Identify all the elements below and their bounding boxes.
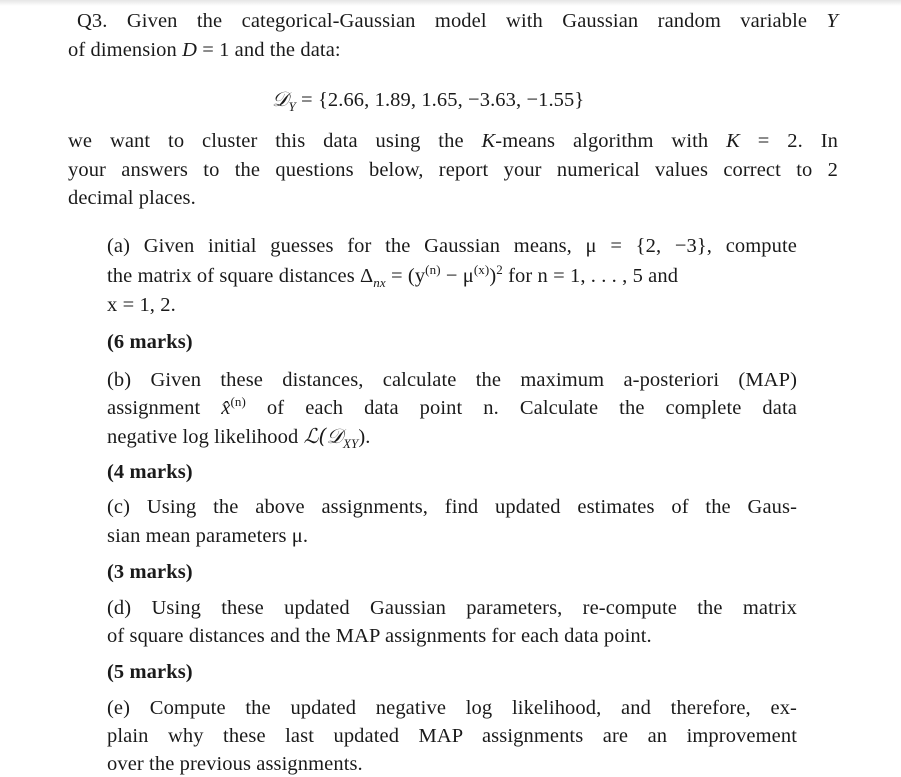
dataset-equation: 𝒟$_Y$ = {2.66, 1.89, 1.65, −3.63, −1.55} [272, 87, 585, 115]
part-a-label: (a) [107, 235, 131, 257]
part-b-label: (b) [107, 369, 132, 391]
part-a-line-2: the matrix of square distances $\Delta_{nx} = (y^{(n)} - \mu^{(x)})^2$ for n = 1, . . . , 5 and [107, 262, 679, 291]
part-d-line-1: (d) Using these updated Gaussian parameters, re-compute the matrix [107, 597, 797, 619]
part-a-marks: (6 marks) [107, 331, 193, 353]
paragraph-line-1: we want to cluster this data using the K-means algorithm with K = 2. In [68, 130, 838, 152]
part-e-line-3: over the previous assignments. [107, 753, 363, 775]
part-b-line-2: assignment x̂$^{(n)}$ of each data point n. Calculate the complete data [107, 394, 797, 419]
part-c-line-2: sian mean parameters μ. [107, 525, 309, 547]
part-d-marks: (5 marks) [107, 661, 193, 683]
question-intro-line-2: of dimension D = 1 and the data: [68, 39, 341, 61]
paragraph-line-3: decimal places. [68, 187, 196, 209]
part-d-label: (d) [107, 597, 132, 619]
question-number: Q3. [77, 10, 108, 32]
question-intro-line-1: Q3. Given the categorical-Gaussian model with Gaussian random variable Y [77, 10, 838, 32]
part-d-line-2: of square distances and the MAP assignments for each data point. [107, 625, 652, 647]
part-b-line-1: (b) Given these distances, calculate the maximum a-posteriori (MAP) [107, 369, 797, 391]
part-c-label: (c) [107, 496, 131, 518]
part-b-line-3: negative log likelihood ℒ(𝒟$_{XY}$). [107, 424, 371, 452]
part-a-line-3: x = 1, 2. [107, 294, 176, 316]
dataset-values: {2.66, 1.89, 1.65, −3.63, −1.55} [317, 89, 585, 111]
part-b-marks: (4 marks) [107, 461, 193, 483]
top-shadow [0, 0, 901, 6]
part-e-line-2: plain why these last updated MAP assignments are an improvement [107, 725, 797, 747]
part-e-label: (e) [107, 697, 131, 719]
part-e-line-1: (e) Compute the updated negative log likelihood, and therefore, ex- [107, 697, 797, 719]
part-a-line-1: (a) Given initial guesses for the Gaussian means, μ = {2, −3}, compute [107, 235, 797, 257]
paragraph-line-2: your answers to the questions below, report your numerical values correct to 2 [68, 159, 838, 181]
part-c-line-1: (c) Using the above assignments, find updated estimates of the Gaus- [107, 496, 797, 518]
part-c-marks: (3 marks) [107, 561, 193, 583]
likelihood-symbol: ℒ [303, 424, 319, 448]
